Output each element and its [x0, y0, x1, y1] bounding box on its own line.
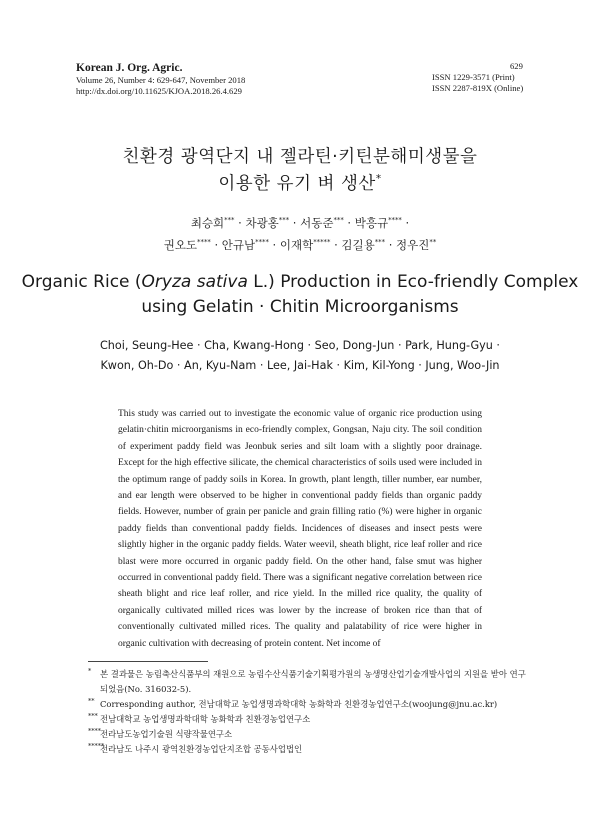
footnote-item — [88, 697, 528, 712]
english-title-line1 — [0, 270, 600, 295]
footnote-item — [88, 727, 528, 742]
footnotes — [88, 667, 528, 757]
author-separator: · — [210, 238, 222, 252]
korean-authors-line1 — [0, 212, 600, 234]
korean-authors-line2 — [0, 234, 600, 256]
journal-header — [76, 61, 245, 97]
footnote-text: 전라남도 나주시 광역친환경농업단지조합 공동사업법인 — [100, 744, 303, 754]
author-separator: · — [385, 238, 397, 252]
abstract: This study was carried out to investigate the economic value of organic rice production using gelatin·chitin microorganisms in eco-friendly complex, Gongsan, Naju city. The soil condition of experiment paddy field was Jeonbuk series and silt loam with a slightly poor drainage. Except for the high effective silicate, the chemical characteristics of soils used were included in the optimum range of paddy soils in Korea. In growth, plant length, tiller number, ear number, and ear length were observed to be higher in conventional paddy fields than organic paddy fields. However, number of grain per panicle and grain filling ratio (%) were higher in organic paddy fields than conventional paddy fields. Incidences of diseases and insect pests were slightly higher in the organic paddy fields. Water weevil, sheath blight, rice leaf roller and rice blast were more occurred in organic paddy field. On the other hand, false smut was higher occurred in conventional paddy field. There was a significant negative correlation between rice sheath blight and rice leaf roller, and rice yield. In the milled rice quality, the quality of organically cultivated milled rices was lower by the increase of broken rice than that of conventionally cultivated milled rices. The quality and palatability of rice were higher in organic cultivation with decreasing of protein content. Net income of — [118, 409, 482, 649]
footnote-text: 전남대학교 농업생명과학대학 농화학과 친환경농업연구소 — [100, 714, 311, 724]
author-name: 이재학 — [279, 238, 314, 252]
footnote-mark: *** — [88, 712, 98, 720]
affiliation-mark: *** — [278, 216, 290, 225]
english-authors — [0, 336, 600, 376]
english-title-post: L.) Production in Eco-friendly Complex — [247, 272, 579, 292]
author-separator: · — [234, 216, 246, 230]
issn-online: ISSN 2287-819X (Online) — [432, 83, 524, 93]
doi-link[interactable]: http://dx.doi.org/10.11625/KJOA.2018.26.4.629 — [76, 86, 242, 96]
footnote-text: 본 결과물은 농림축산식품부의 재원으로 농림수산식품기술기획평가원의 농생명산업기술개발사업의 지원을 받아 연구되었음(No. 316032-5). — [100, 669, 526, 694]
author-separator: · — [268, 238, 280, 252]
author-name: 최승희 — [190, 216, 225, 230]
issn-block — [432, 72, 523, 94]
author-separator: · — [343, 216, 355, 230]
footnote-item — [88, 667, 528, 697]
affiliation-mark: ***** — [313, 238, 331, 247]
footnote-item — [88, 712, 528, 727]
footnote-text: Corresponding author, 전남대학교 농업생명과학대학 농화학과 친환경농업연구소(woojung@jnu.ac.kr) — [100, 699, 498, 709]
footnote-text: 전라남도농업기술원 식량작물연구소 — [100, 729, 233, 739]
korean-title-line2-text: 이용한 유기 벼 생산 — [218, 174, 376, 194]
issn-print: ISSN 1229-3571 (Print) — [432, 72, 515, 82]
english-authors-line2: Kwon, Oh-Do · An, Kyu-Nam · Lee, Jai-Hak · Kim, Kil-Yong · Jung, Woo-Jin — [100, 359, 500, 372]
author-name: 안규남 — [221, 238, 256, 252]
english-title-line2: using Gelatin · Chitin Microorganisms — [141, 297, 459, 317]
page-number: 629 — [510, 61, 523, 71]
footnote-mark: ***** — [88, 742, 105, 750]
volume-line: Volume 26, Number 4: 629-647, November 2018 — [76, 75, 246, 85]
author-name: 권오도 — [163, 238, 198, 252]
species-name: Oryza sativa — [141, 272, 248, 292]
title-footnote-mark: * — [375, 173, 382, 186]
affiliation-mark: **** — [197, 238, 211, 247]
affiliation-mark: *** — [374, 238, 386, 247]
english-title — [0, 270, 600, 320]
affiliation-mark: ** — [429, 238, 437, 247]
korean-authors — [0, 212, 600, 256]
korean-title-line2 — [0, 171, 600, 198]
footnote-mark: * — [88, 667, 92, 675]
author-separator: · — [330, 238, 342, 252]
affiliation-mark: *** — [224, 216, 235, 225]
korean-title — [0, 144, 600, 198]
footnote-mark: ** — [88, 697, 95, 705]
korean-title-line1: 친환경 광역단지 내 젤라틴·키틴분해미생물을 — [122, 147, 478, 167]
author-name: 정우진 — [396, 238, 430, 252]
author-separator: · — [289, 216, 301, 230]
footnote-divider — [88, 661, 208, 662]
affiliation-mark: **** — [255, 238, 269, 247]
author-separator: · — [401, 216, 410, 230]
author-name: 서동준 — [300, 216, 334, 230]
affiliation-mark: **** — [388, 216, 402, 225]
affiliation-mark: *** — [333, 216, 344, 225]
english-authors-line1: Choi, Seung-Hee · Cha, Kwang-Hong · Seo, Dong-Jun · Park, Hung-Gyu · — [99, 339, 500, 352]
journal-name: Korean J. Org. Agric. — [76, 62, 183, 74]
author-name: 박흥규 — [354, 216, 389, 230]
footnote-mark: **** — [88, 727, 101, 735]
english-title-pre: Organic Rice ( — [21, 272, 142, 292]
author-name: 김길용 — [341, 238, 375, 252]
author-name: 차광홍 — [245, 216, 279, 230]
footnote-item — [88, 742, 528, 757]
